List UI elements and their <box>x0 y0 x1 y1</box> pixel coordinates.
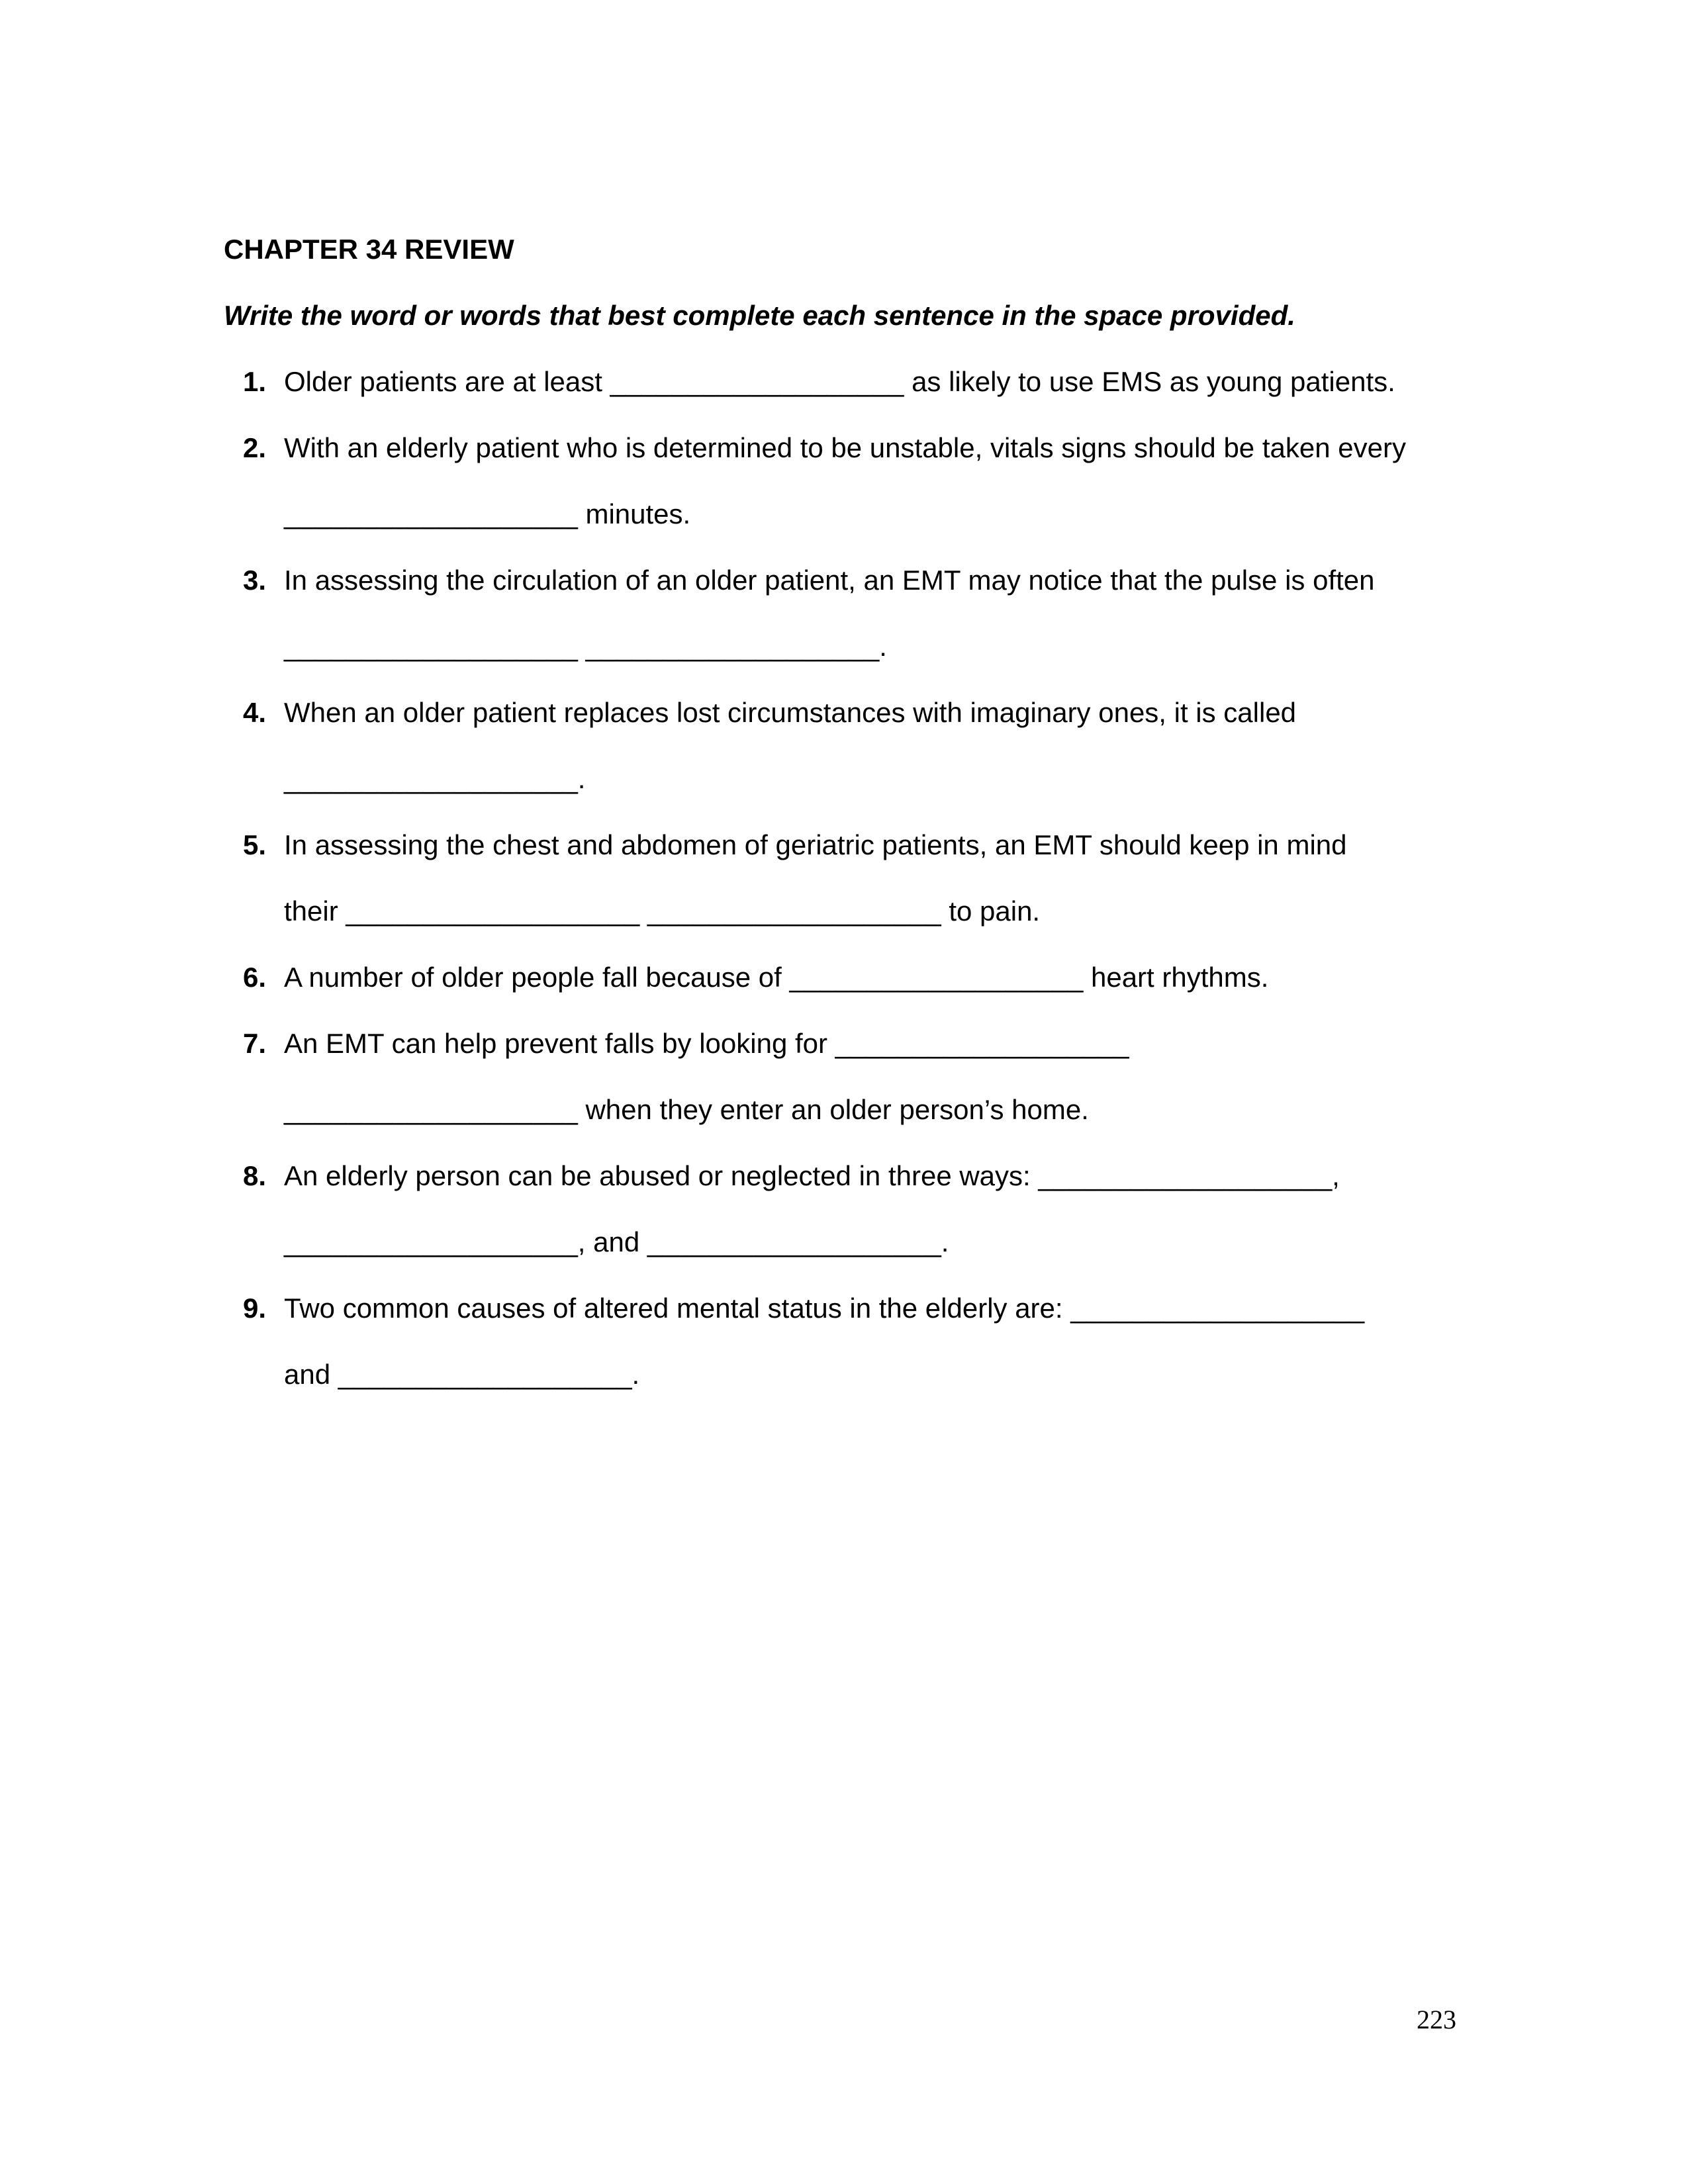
question-number: 2. <box>243 432 267 463</box>
question-text: An elderly person can be abused or neglected in three ways: ___________________, <box>284 1160 1340 1191</box>
question-text: In assessing the chest and abdomen of geriatric patients, an EMT should keep in mind <box>284 829 1347 860</box>
question-text-continued: their ___________________ ___________________ to pain. <box>284 895 1041 927</box>
page-number: 223 <box>1417 2005 1456 2034</box>
instructions: Write the word or words that best complete each sentence in the space provided. <box>224 300 1295 331</box>
question-number: 1. <box>243 366 267 397</box>
page-title: CHAPTER 34 REVIEW <box>224 234 514 265</box>
question-text: An EMT can help prevent falls by looking for ___________________ <box>284 1028 1129 1059</box>
question-text-continued: ___________________ ___________________. <box>284 631 887 662</box>
question-number: 5. <box>243 829 267 860</box>
question-text: In assessing the circulation of an older patient, an EMT may notice that the pulse is often <box>284 565 1375 596</box>
question-number: 6. <box>243 962 267 993</box>
question-number: 3. <box>243 565 267 596</box>
question-text: When an older patient replaces lost circumstances with imaginary ones, it is called <box>284 697 1297 728</box>
question-text: Older patients are at least ___________________ as likely to use EMS as young patients. <box>284 366 1395 397</box>
question-number: 9. <box>243 1293 267 1324</box>
question-text: With an elderly patient who is determined to be unstable, vitals signs should be taken every <box>284 432 1406 463</box>
question-text-continued: ___________________ minutes. <box>284 498 691 529</box>
question-text-continued: ___________________. <box>284 763 586 794</box>
question-text-continued: and ___________________. <box>284 1359 640 1390</box>
question-number: 4. <box>243 697 267 728</box>
question-number: 8. <box>243 1160 267 1191</box>
question-number: 7. <box>243 1028 267 1059</box>
question-text-continued: ___________________ when they enter an older person’s home. <box>284 1094 1089 1125</box>
question-text-continued: ___________________, and ___________________. <box>284 1226 949 1257</box>
question-text: A number of older people fall because of ___________________ heart rhythms. <box>284 962 1269 993</box>
question-text: Two common causes of altered mental status in the elderly are: ___________________ <box>284 1293 1365 1324</box>
